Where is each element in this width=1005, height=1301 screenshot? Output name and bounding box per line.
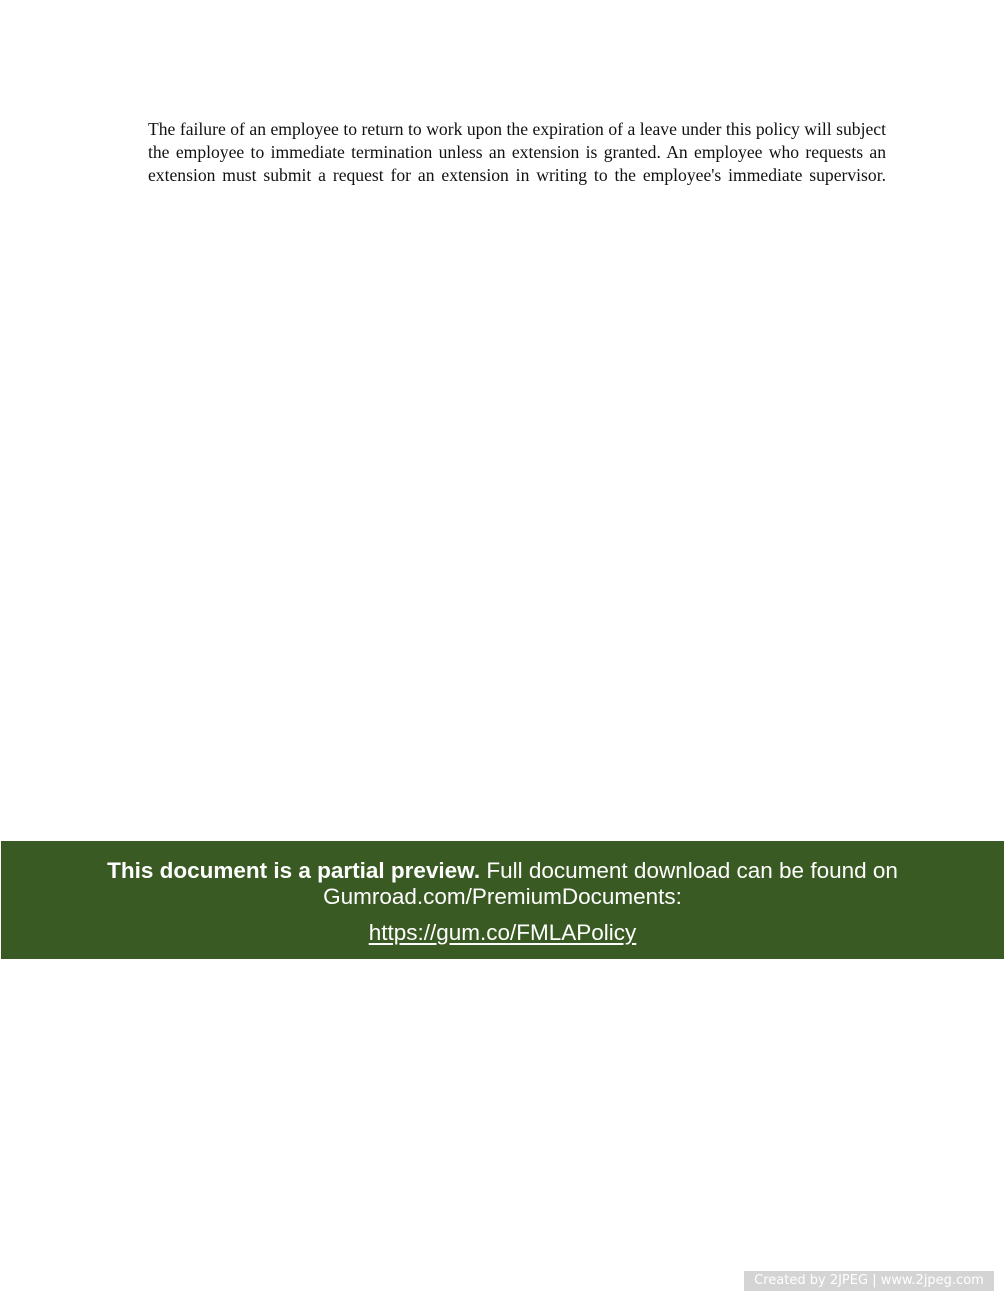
partial-preview-banner (1, 841, 1004, 959)
watermark-label: Created by 2JPEG | www.2jpeg.com (744, 1271, 994, 1291)
policy-paragraph: The failure of an employee to return to work upon the expiration of a leave under this policy will subject the employee to immediate termination unless an extension is granted. An employee who requests an extension must submit a request for an extension in writing to the employee's immediate supervisor. (148, 119, 886, 185)
banner-notice-line (1, 858, 1004, 884)
banner-store-name: Gumroad.com/PremiumDocuments: (323, 884, 682, 909)
banner-preview-notice: This document is a partial preview. (107, 858, 481, 883)
download-link[interactable]: https://gum.co/FMLAPolicy (368, 920, 637, 945)
banner-download-text: Full document download can be found on (480, 858, 898, 883)
banner-link-row (1, 920, 1004, 946)
